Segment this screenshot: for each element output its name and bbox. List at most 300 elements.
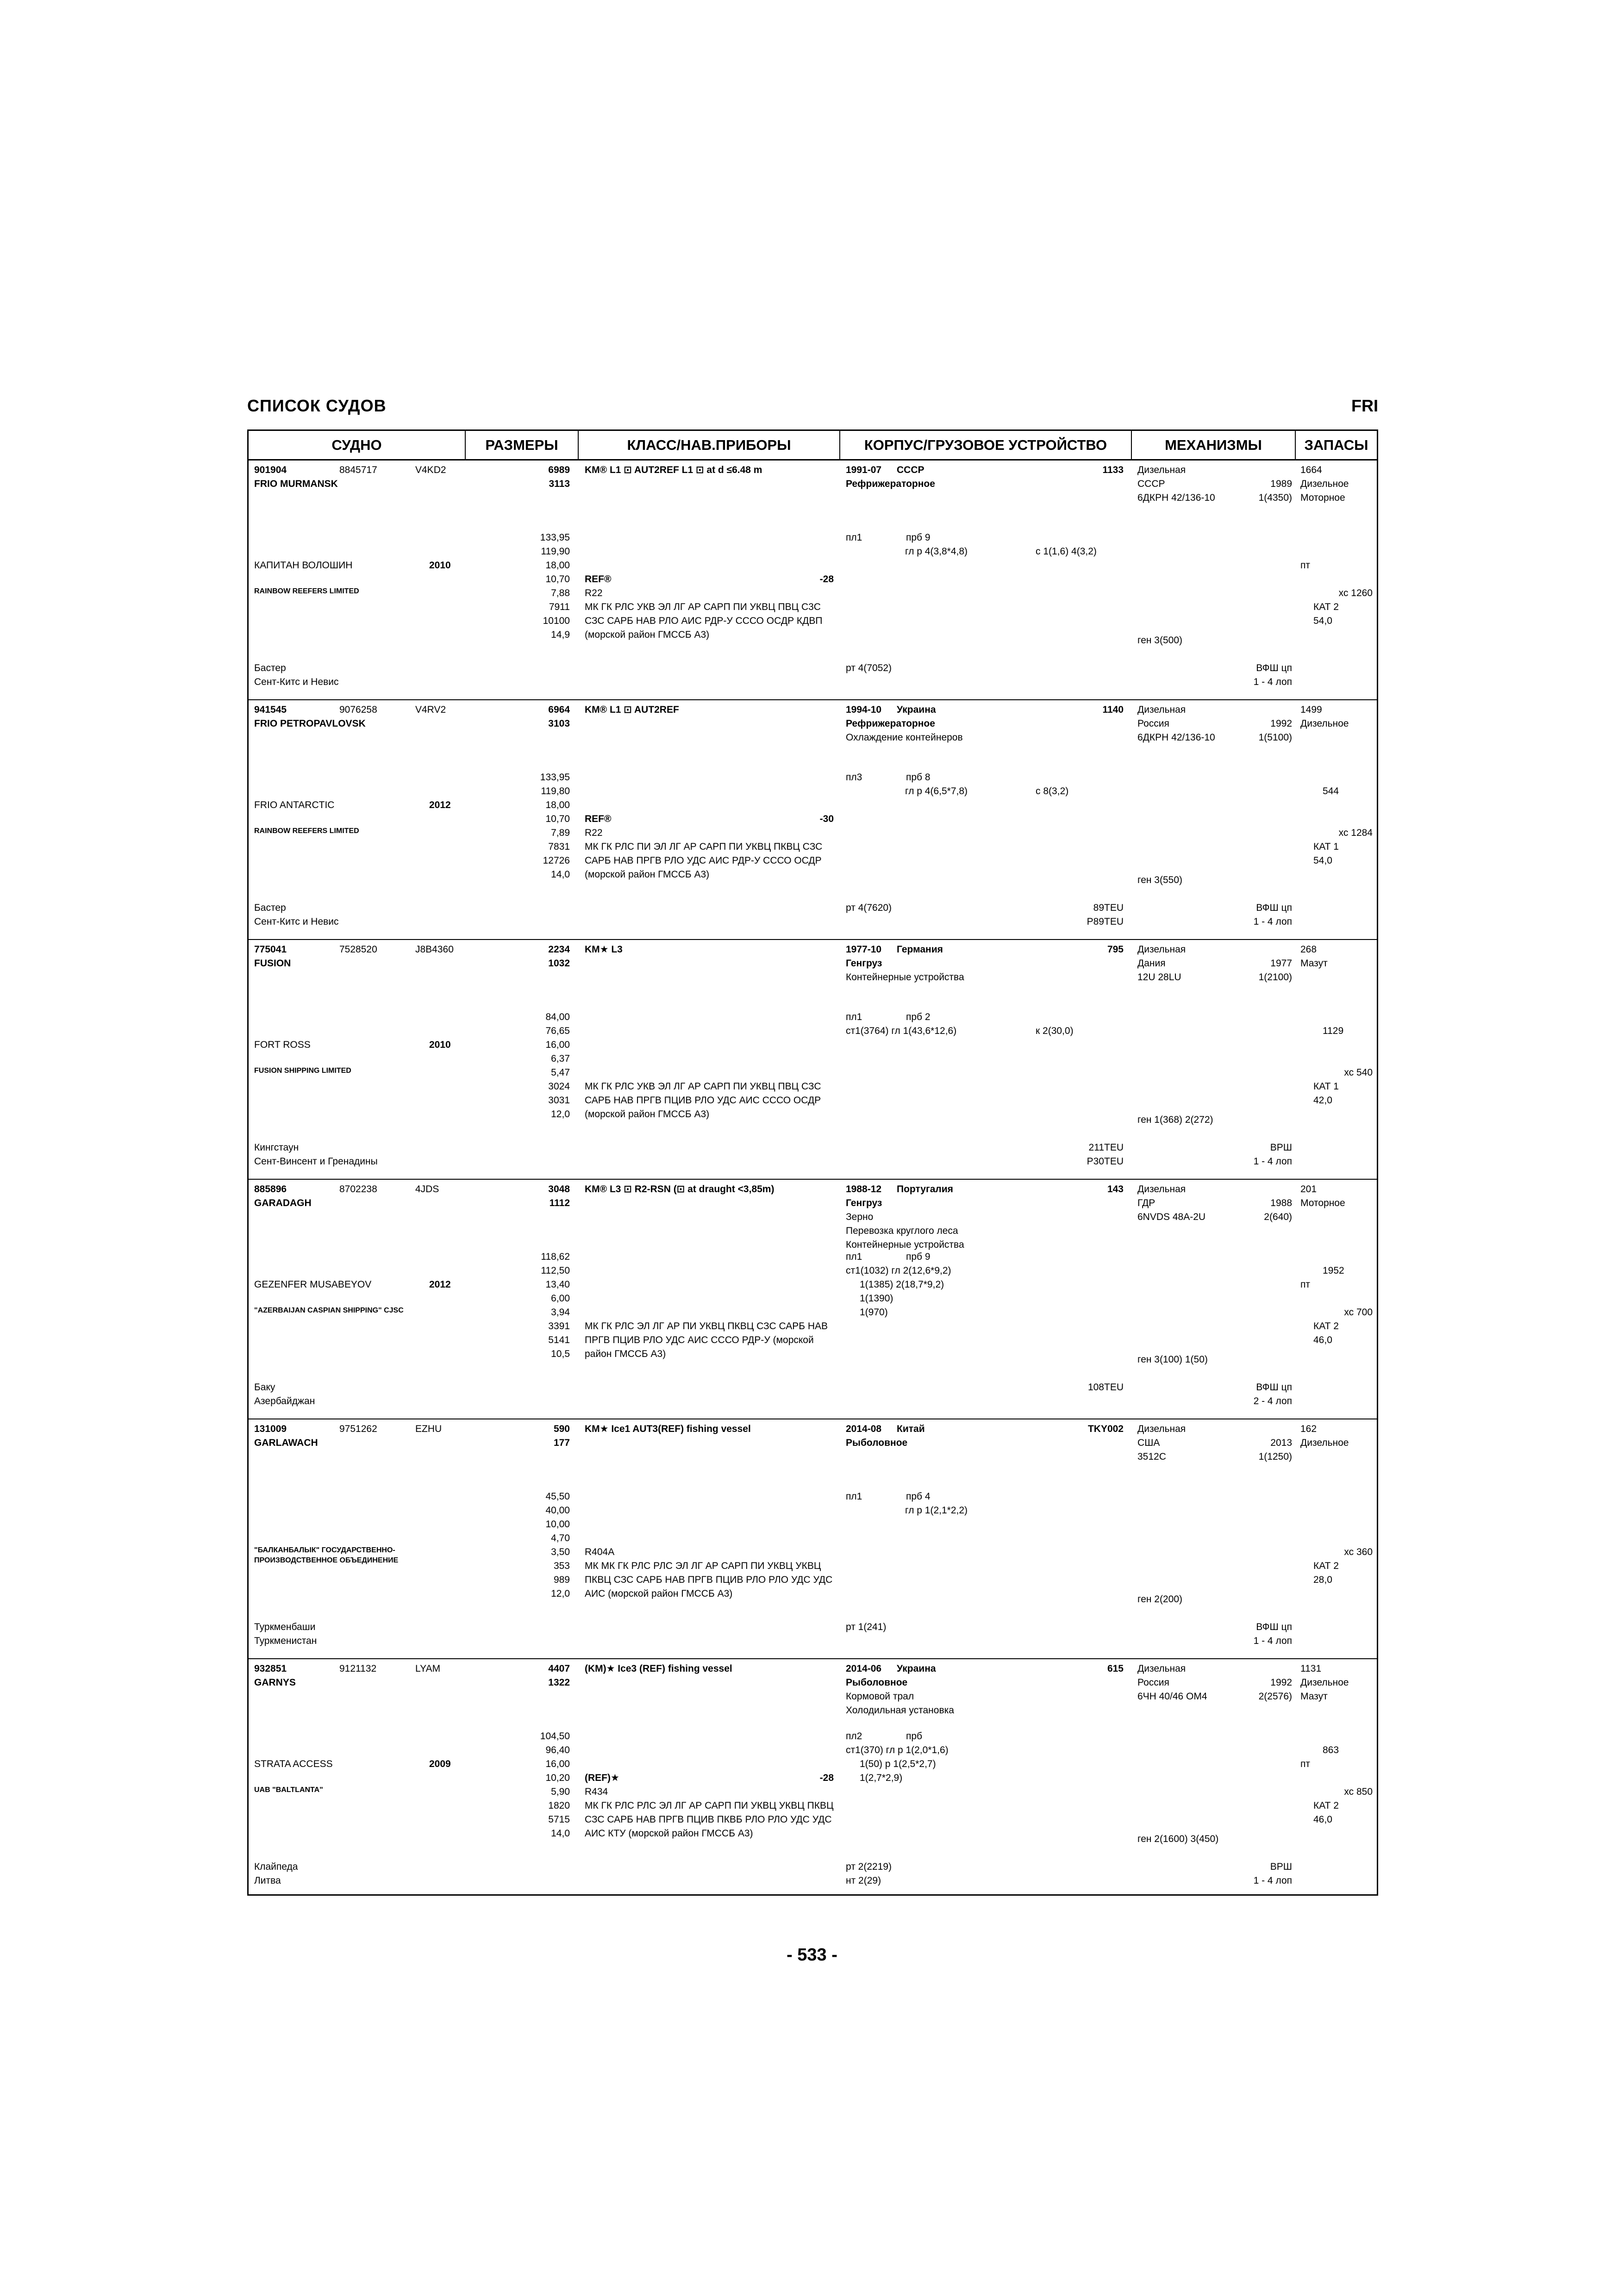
autonomy: 28,0 — [1313, 1574, 1332, 1585]
gross-tonnage: 6964 — [548, 704, 570, 715]
kat-class: КАТ 1 — [1313, 841, 1339, 852]
engine-type: Дизельная — [1137, 944, 1186, 955]
table-header — [249, 431, 1377, 460]
engine-power: 2(2576) — [1258, 1691, 1292, 1702]
ship-entry — [249, 700, 1377, 940]
kat-class: КАТ 2 — [1313, 1800, 1339, 1811]
ship-entry — [249, 1419, 1377, 1659]
reg-number: 885896 — [254, 1184, 287, 1195]
home-port: Баку — [254, 1382, 275, 1393]
ref-temperature: -28 — [819, 1773, 834, 1783]
builder-country: СССР — [897, 465, 924, 475]
engine-country: СССР — [1137, 479, 1165, 489]
net-tonnage: 3103 — [548, 718, 570, 729]
ref-class: REF® — [585, 574, 612, 585]
decks: пл1 — [846, 1012, 862, 1022]
ship-name: GARNYS — [254, 1677, 296, 1688]
dimension-value: 10,70 — [545, 574, 570, 585]
ref-class: (REF)★ — [585, 1773, 619, 1783]
build-date: 1994-10 — [846, 704, 882, 715]
dimension-value: 3,94 — [551, 1307, 570, 1318]
engine-country: Дания — [1137, 958, 1166, 969]
nav-equipment: МК ГК РЛС УКВ ЭЛ ЛГ АР САРП ПИ УКВЦ ПВЦ С3С СЗС САРБ НАВ РЛО АИС РДР-У СССО ОСДР КДВП (морской район ГМССБ А3) — [585, 602, 823, 640]
decks: пл1 — [846, 532, 862, 543]
deadweight-value: 1820 — [548, 1800, 570, 1811]
fuel-quantity: 1499 — [1300, 704, 1322, 715]
deadweight-value: 12726 — [543, 855, 570, 866]
fresh-water: 1952 — [1323, 1265, 1344, 1276]
refrigerant: R434 — [585, 1786, 608, 1797]
deadweight-value: 14,9 — [551, 629, 570, 640]
speed-range: хс 540 — [1344, 1067, 1373, 1078]
owner: FUSION SHIPPING LIMITED — [254, 1067, 351, 1075]
ship-entry — [249, 1659, 1377, 1899]
fresh-water: 1129 — [1323, 1026, 1344, 1036]
cargo-feature: Охлаждение контейнеров — [846, 732, 963, 743]
dimension-value: 45,50 — [545, 1491, 570, 1502]
refrigerant: R22 — [585, 828, 603, 838]
propeller: ВФШ цп — [1256, 1382, 1292, 1393]
tanks: рт 2(2219) — [846, 1861, 892, 1872]
cargo-feature: Контейнерные устройства — [846, 1239, 964, 1250]
holds: прб 9 — [906, 532, 931, 543]
net-tonnage: 1112 — [549, 1198, 570, 1208]
holds: прб — [906, 1731, 923, 1742]
propeller-blades: 1 - 4 лоп — [1253, 1156, 1292, 1167]
former-name: GEZENFER MUSABEYOV — [254, 1279, 372, 1290]
cargo-feature: Холодильная установка — [846, 1705, 954, 1716]
cranes: с 8(3,2) — [1036, 786, 1069, 796]
fuel-type: Моторное — [1300, 1198, 1345, 1208]
reg-number: 131009 — [254, 1424, 287, 1434]
engine-type: Дизельная — [1137, 465, 1186, 475]
engine-country: Россия — [1137, 1677, 1169, 1688]
kat-class: КАТ 2 — [1313, 602, 1339, 612]
fuel-quantity: 162 — [1300, 1424, 1317, 1434]
hatches: гл р 4(6,5*7,8) — [905, 786, 968, 796]
cargo-feature: Зерно — [846, 1212, 874, 1222]
deadweight-value: 3031 — [548, 1095, 570, 1106]
propeller-blades: 1 - 4 лоп — [1253, 1636, 1292, 1646]
ship-type: Генгруз — [846, 1198, 882, 1208]
ship-entry — [249, 940, 1377, 1180]
yard-number: 143 — [1107, 1184, 1124, 1195]
net-tonnage: 177 — [553, 1437, 570, 1448]
yard-number: TKY002 — [1087, 1424, 1124, 1434]
builder-country: Германия — [897, 944, 943, 955]
decks: пл2 — [846, 1731, 862, 1742]
build-date: 1988-12 — [846, 1184, 882, 1195]
cargo-feature: Перевозка круглого леса — [846, 1226, 958, 1236]
deadweight-value: 10,5 — [551, 1349, 570, 1359]
autonomy: 54,0 — [1313, 616, 1332, 626]
autonomy: 54,0 — [1313, 855, 1332, 866]
deadweight-value: 989 — [553, 1574, 570, 1585]
ship-type: Рыболовное — [846, 1437, 908, 1448]
imo-number: 8845717 — [339, 465, 377, 475]
home-port: Туркменбаши — [254, 1622, 316, 1632]
hatches: гл р 1(2,1*2,2) — [905, 1505, 968, 1516]
call-sign: V4KD2 — [415, 465, 446, 475]
engine-power: 1(1250) — [1258, 1451, 1292, 1462]
fuel-type: Мазут — [1300, 958, 1328, 969]
engine-year: 1988 — [1270, 1198, 1292, 1208]
call-sign: LYAM — [415, 1663, 441, 1674]
propeller-blades: 1 - 4 лоп — [1253, 916, 1292, 927]
dimension-value: 84,00 — [545, 1012, 570, 1022]
speed-range: хс 1284 — [1338, 828, 1373, 838]
engine-country: США — [1137, 1437, 1160, 1448]
fuel-type: Дизельное — [1300, 1677, 1349, 1688]
fresh-water: 544 — [1323, 786, 1339, 796]
owner: RAINBOW REEFERS LIMITED — [254, 827, 359, 835]
fuel-type: Дизельное — [1300, 1437, 1349, 1448]
reg-number: 775041 — [254, 944, 287, 955]
kat-class: КАТ 1 — [1313, 1081, 1339, 1092]
deadweight-value: 7831 — [548, 841, 570, 852]
speed-range: хс 700 — [1344, 1307, 1373, 1318]
build-date: 2014-06 — [846, 1663, 882, 1674]
fuel-quantity: 1664 — [1300, 465, 1322, 475]
container-capacity: 89TEU — [1093, 902, 1124, 913]
owner: "AZERBAIJAN CASPIAN SHIPPING" CJSC — [254, 1307, 404, 1314]
yard-number: 1140 — [1102, 704, 1124, 715]
builder-country: Украина — [897, 704, 936, 715]
tanks: рт 4(7620) — [846, 902, 892, 913]
fuel-type: Дизельное — [1300, 718, 1349, 729]
hold-capacity: 1(2,7*2,9) — [860, 1773, 903, 1783]
propeller: ВФШ цп — [1256, 663, 1292, 673]
dimension-value: 133,95 — [540, 772, 570, 783]
call-sign: EZHU — [415, 1424, 442, 1434]
container-capacity: 211TEU — [1088, 1142, 1124, 1153]
owner: UAB "BALTLANTA" — [254, 1786, 323, 1794]
dimension-value: 10,00 — [545, 1519, 570, 1530]
generators: ген 3(500) — [1137, 635, 1183, 646]
fuel-type-secondary: Мазут — [1300, 1691, 1328, 1702]
nav-equipment: МК ГК РЛС ПИ ЭЛ ЛГ АР САРП ПИ УКВЦ ПКВЦ СЗС САРБ НАВ ПРГВ РЛО УДС АИС РДР-У СССО ОСДР (морской район ГМССБ А3) — [585, 841, 823, 880]
ship-type: Генгруз — [846, 958, 882, 969]
hatches: ст1(3764) гл 1(43,6*12,6) — [846, 1026, 957, 1036]
generators: ген 1(368) 2(272) — [1137, 1114, 1213, 1125]
build-date: 1977-10 — [846, 944, 882, 955]
imo-number: 9751262 — [339, 1424, 377, 1434]
owner: "БАЛКАНБАЛЫК" ГОСУДАРСТВЕННО-ПРОИЗВОДСТВЕННОЕ ОБЪЕДИНЕНИЕ — [254, 1546, 399, 1564]
pt-mark: пт — [1300, 560, 1310, 571]
cranes: к 2(30,0) — [1036, 1026, 1074, 1036]
holds: прб 9 — [906, 1251, 931, 1262]
dimension-value: 7,89 — [551, 828, 570, 838]
former-name: FORT ROSS — [254, 1039, 311, 1050]
gross-tonnage: 6989 — [548, 465, 570, 475]
deadweight-value: 14,0 — [551, 869, 570, 880]
refrigerant: R404A — [585, 1547, 615, 1557]
dimension-value: 4,70 — [551, 1533, 570, 1543]
propeller: ВРШ — [1270, 1861, 1292, 1872]
hold-capacity: 1(1385) 2(18,7*9,2) — [860, 1279, 944, 1290]
dimension-value: 96,40 — [545, 1745, 570, 1755]
ships-table — [247, 429, 1378, 1896]
former-name-year: 2010 — [429, 1039, 451, 1050]
deadweight-value: 5141 — [548, 1335, 570, 1345]
dimension-value: 10,20 — [545, 1773, 570, 1783]
engine-model: 12U 28LU — [1137, 972, 1181, 983]
call-sign: 4JDS — [415, 1184, 439, 1195]
fuel-quantity: 201 — [1300, 1184, 1317, 1195]
page-title: СПИСОК СУДОВ — [247, 396, 387, 415]
kat-class: КАТ 2 — [1313, 1561, 1339, 1571]
former-name-year: 2012 — [429, 1279, 451, 1290]
fuel-type-secondary: Моторное — [1300, 492, 1345, 503]
dimension-value: 119,80 — [541, 786, 570, 796]
flag-country: Сент-Китс и Невис — [254, 677, 339, 687]
dimension-value: 6,00 — [551, 1293, 570, 1304]
class-notation: (KM)★ Ice3 (REF) fishing vessel — [585, 1663, 732, 1674]
engine-year: 2013 — [1270, 1437, 1292, 1448]
dimension-value: 10,70 — [545, 814, 570, 824]
fresh-water: 863 — [1323, 1745, 1339, 1755]
dimension-value: 5,47 — [551, 1067, 570, 1078]
builder-country: Португалия — [897, 1184, 953, 1195]
ship-name: GARADAGH — [254, 1198, 312, 1208]
dimension-value: 13,40 — [545, 1279, 570, 1290]
engine-power: 1(2100) — [1258, 972, 1292, 983]
deadweight-value: 10100 — [543, 616, 570, 626]
col-dimensions: РАЗМЕРЫ — [485, 437, 558, 453]
propeller: ВФШ цп — [1256, 1622, 1292, 1632]
engine-country: Россия — [1137, 718, 1169, 729]
hold-capacity: 1(970) — [860, 1307, 888, 1318]
container-capacity: 108TEU — [1087, 1382, 1124, 1393]
deadweight-value: 7911 — [549, 602, 570, 612]
hold-capacity: 1(50) р 1(2,5*2,7) — [860, 1759, 936, 1769]
engine-model: 6ДКРН 42/136-10 — [1137, 732, 1215, 743]
tanks: рт 4(7052) — [846, 663, 892, 673]
dimension-value: 16,00 — [545, 1039, 570, 1050]
deadweight-value: 12,0 — [551, 1109, 570, 1120]
former-name: КАПИТАН ВОЛОШИН — [254, 560, 353, 571]
ship-name: FUSION — [254, 958, 291, 969]
home-port: Бастер — [254, 902, 286, 913]
flag-country: Сент-Винсент и Гренадины — [254, 1156, 378, 1167]
ref-class: REF® — [585, 814, 612, 824]
reg-number: 901904 — [254, 465, 287, 475]
page-header — [247, 396, 1378, 419]
ref-temperature: -30 — [819, 814, 834, 824]
gross-tonnage: 4407 — [548, 1663, 570, 1674]
refrigerant: R22 — [585, 588, 603, 598]
kat-class: КАТ 2 — [1313, 1321, 1339, 1332]
flag-country: Сент-Китс и Невис — [254, 916, 339, 927]
ship-name: FRIO MURMANSK — [254, 479, 338, 489]
fuel-tanks: нт 2(29) — [846, 1875, 881, 1886]
class-notation: KM® L1 ⊡ AUT2REF — [585, 704, 679, 715]
engine-power: 2(640) — [1264, 1212, 1292, 1222]
flag-country: Туркменистан — [254, 1636, 317, 1646]
container-capacity: P89TEU — [1087, 916, 1124, 927]
fuel-quantity: 1131 — [1300, 1663, 1322, 1674]
engine-model: 6NVDS 48A-2U — [1137, 1212, 1206, 1222]
flag-country: Азербайджан — [254, 1396, 315, 1406]
holds: прб 4 — [906, 1491, 931, 1502]
propeller-blades: 1 - 4 лоп — [1253, 677, 1292, 687]
dimension-value: 133,95 — [540, 532, 570, 543]
hatches: ст1(1032) гл 2(12,6*9,2) — [846, 1265, 951, 1276]
deadweight-value: 5715 — [548, 1814, 570, 1825]
ship-name: FRIO PETROPAVLOVSK — [254, 718, 366, 729]
speed-range: хс 1260 — [1338, 588, 1373, 598]
engine-type: Дизельная — [1137, 1184, 1186, 1195]
former-name-year: 2012 — [429, 800, 451, 810]
hatches: гл р 4(3,8*4,8) — [905, 546, 968, 557]
deadweight-value: 14,0 — [551, 1828, 570, 1839]
dimension-value: 104,50 — [540, 1731, 570, 1742]
generators: ген 3(100) 1(50) — [1137, 1354, 1208, 1365]
dimension-value: 18,00 — [545, 800, 570, 810]
engine-power: 1(4350) — [1258, 492, 1292, 503]
engine-type: Дизельная — [1137, 1424, 1186, 1434]
hold-capacity: 1(1390) — [860, 1293, 893, 1304]
cargo-feature: Контейнерные устройства — [846, 972, 964, 983]
dimension-value: 3,50 — [551, 1547, 570, 1557]
imo-number: 7528520 — [339, 944, 377, 955]
home-port: Клайпеда — [254, 1861, 298, 1872]
nav-equipment: МК ГК РЛС РЛС ЭЛ ЛГ АР САРП ПИ УКВЦ УКВЦ ПКВЦ СЗС САРБ НАВ ПРГВ ПЦИВ ПКВБ РЛО РЛО УДС УДС АИС КТУ (морской район ГМССБ А3) — [585, 1800, 834, 1839]
flag-country: Литва — [254, 1875, 281, 1886]
pt-mark: пт — [1300, 1279, 1310, 1290]
owner: RAINBOW REEFERS LIMITED — [254, 587, 359, 595]
build-date: 1991-07 — [846, 465, 882, 475]
engine-year: 1977 — [1270, 958, 1292, 969]
gross-tonnage: 2234 — [548, 944, 570, 955]
gross-tonnage: 590 — [553, 1424, 570, 1434]
decks: пл1 — [846, 1251, 862, 1262]
engine-country: ГДР — [1137, 1198, 1156, 1208]
home-port: Кингстаун — [254, 1142, 299, 1153]
gross-tonnage: 3048 — [548, 1184, 570, 1195]
net-tonnage: 1032 — [548, 958, 570, 969]
call-sign: V4RV2 — [415, 704, 446, 715]
engine-year: 1992 — [1270, 718, 1292, 729]
engine-year: 1992 — [1270, 1677, 1292, 1688]
generators: ген 2(200) — [1137, 1594, 1183, 1605]
section-code: FRI — [1351, 396, 1378, 415]
former-name: STRATA ACCESS — [254, 1759, 333, 1769]
engine-model: 6ЧН 40/46 ОМ4 — [1137, 1691, 1207, 1702]
build-date: 2014-08 — [846, 1424, 882, 1434]
net-tonnage: 3113 — [549, 479, 570, 489]
imo-number: 9076258 — [339, 704, 377, 715]
call-sign: J8B4360 — [415, 944, 454, 955]
former-name-year: 2010 — [429, 560, 451, 571]
cranes: с 1(1,6) 4(3,2) — [1036, 546, 1097, 557]
dimension-value: 112,50 — [541, 1265, 570, 1276]
col-supplies: ЗАПАСЫ — [1304, 437, 1368, 453]
ship-entry — [249, 1180, 1377, 1419]
deadweight-value: 12,0 — [551, 1588, 570, 1599]
nav-equipment: МК ГК РЛС УКВ ЭЛ ЛГ АР САРП ПИ УКВЦ ПВЦ СЗС САРБ НАВ ПРГВ ПЦИВ РЛО УДС АИС СССО ОСДР (морской район ГМССБ А3) — [585, 1081, 821, 1120]
dimension-value: 118,62 — [541, 1251, 570, 1262]
former-name: FRIO ANTARCTIC — [254, 800, 335, 810]
col-class: КЛАСС/НАВ.ПРИБОРЫ — [627, 437, 791, 453]
ship-entry — [249, 460, 1377, 700]
holds: прб 8 — [906, 772, 931, 783]
propeller: ВФШ цп — [1256, 902, 1292, 913]
deadweight-value: 3391 — [548, 1321, 570, 1332]
col-machinery: МЕХАНИЗМЫ — [1165, 437, 1262, 453]
class-notation: KM★ Ice1 AUT3(REF) fishing vessel — [585, 1424, 751, 1434]
pt-mark: пт — [1300, 1759, 1310, 1769]
imo-number: 9121132 — [339, 1663, 377, 1674]
dimension-value: 119,90 — [541, 546, 570, 557]
net-tonnage: 1322 — [548, 1677, 570, 1688]
engine-model: 3512C — [1137, 1451, 1166, 1462]
generators: ген 3(550) — [1137, 875, 1183, 885]
col-ship: СУДНО — [331, 437, 382, 453]
class-notation: KM® L1 ⊡ AUT2REF L1 ⊡ at d ≤6.48 m — [585, 465, 762, 475]
engine-type: Дизельная — [1137, 1663, 1186, 1674]
ref-temperature: -28 — [819, 574, 834, 585]
ship-type: Рефрижераторное — [846, 718, 935, 729]
former-name-year: 2009 — [429, 1759, 451, 1769]
cargo-feature: Кормовой трал — [846, 1691, 914, 1702]
reg-number: 932851 — [254, 1663, 287, 1674]
reg-number: 941545 — [254, 704, 287, 715]
dimension-value: 18,00 — [545, 560, 570, 571]
page-number: - 533 - — [787, 1945, 837, 1965]
nav-equipment: МК МК ГК РЛС РЛС ЭЛ ЛГ АР САРП ПИ УКВЦ УКВЦ ПКВЦ СЗС САРБ НАВ ПРГВ ПЦИВ РЛО РЛО УДС УДС АИС (морской район ГМССБ А3) — [585, 1561, 833, 1599]
propeller-blades: 1 - 4 лоп — [1253, 1875, 1292, 1886]
autonomy: 46,0 — [1313, 1335, 1332, 1345]
propeller: ВРШ — [1270, 1142, 1292, 1153]
tanks: рт 1(241) — [846, 1622, 887, 1632]
holds: прб 2 — [906, 1012, 931, 1022]
home-port: Бастер — [254, 663, 286, 673]
dimension-value: 40,00 — [545, 1505, 570, 1516]
imo-number: 8702238 — [339, 1184, 377, 1195]
autonomy: 42,0 — [1313, 1095, 1332, 1106]
class-notation: KM® L3 ⊡ R2-RSN (⊡ at draught <3,85m) — [585, 1184, 775, 1195]
dimension-value: 16,00 — [545, 1759, 570, 1769]
dimension-value: 5,90 — [551, 1786, 570, 1797]
dimension-value: 6,37 — [551, 1053, 570, 1064]
decks: пл3 — [846, 772, 862, 783]
ship-type: Рыболовное — [846, 1677, 908, 1688]
deadweight-value: 353 — [553, 1561, 570, 1571]
nav-equipment: МК ГК РЛС ЭЛ ЛГ АР ПИ УКВЦ ПКВЦ СЗС САРБ НАВ ПРГВ ПЦИВ РЛО УДС АИС СССО РДР-У (морской район ГМССБ А3) — [585, 1321, 828, 1359]
builder-country: Китай — [897, 1424, 925, 1434]
yard-number: 795 — [1107, 944, 1124, 955]
col-hull: КОРПУС/ГРУЗОВОЕ УСТРОЙСТВО — [864, 437, 1107, 453]
yard-number: 615 — [1107, 1663, 1124, 1674]
fuel-quantity: 268 — [1300, 944, 1317, 955]
propeller-blades: 2 - 4 лоп — [1253, 1396, 1292, 1406]
speed-range: хс 850 — [1344, 1786, 1373, 1797]
dimension-value: 7,88 — [551, 588, 570, 598]
hatches: ст1(370) гл р 1(2,0*1,6) — [846, 1745, 949, 1755]
engine-type: Дизельная — [1137, 704, 1186, 715]
fuel-type: Дизельное — [1300, 479, 1349, 489]
autonomy: 46,0 — [1313, 1814, 1332, 1825]
container-capacity: P30TEU — [1087, 1156, 1124, 1167]
engine-power: 1(5100) — [1258, 732, 1292, 743]
class-notation: KM★ L3 — [585, 944, 623, 955]
speed-range: хс 360 — [1344, 1547, 1373, 1557]
yard-number: 1133 — [1102, 465, 1124, 475]
generators: ген 2(1600) 3(450) — [1137, 1834, 1219, 1844]
ship-type: Рефрижераторное — [846, 479, 935, 489]
ship-name: GARLAWACH — [254, 1437, 318, 1448]
